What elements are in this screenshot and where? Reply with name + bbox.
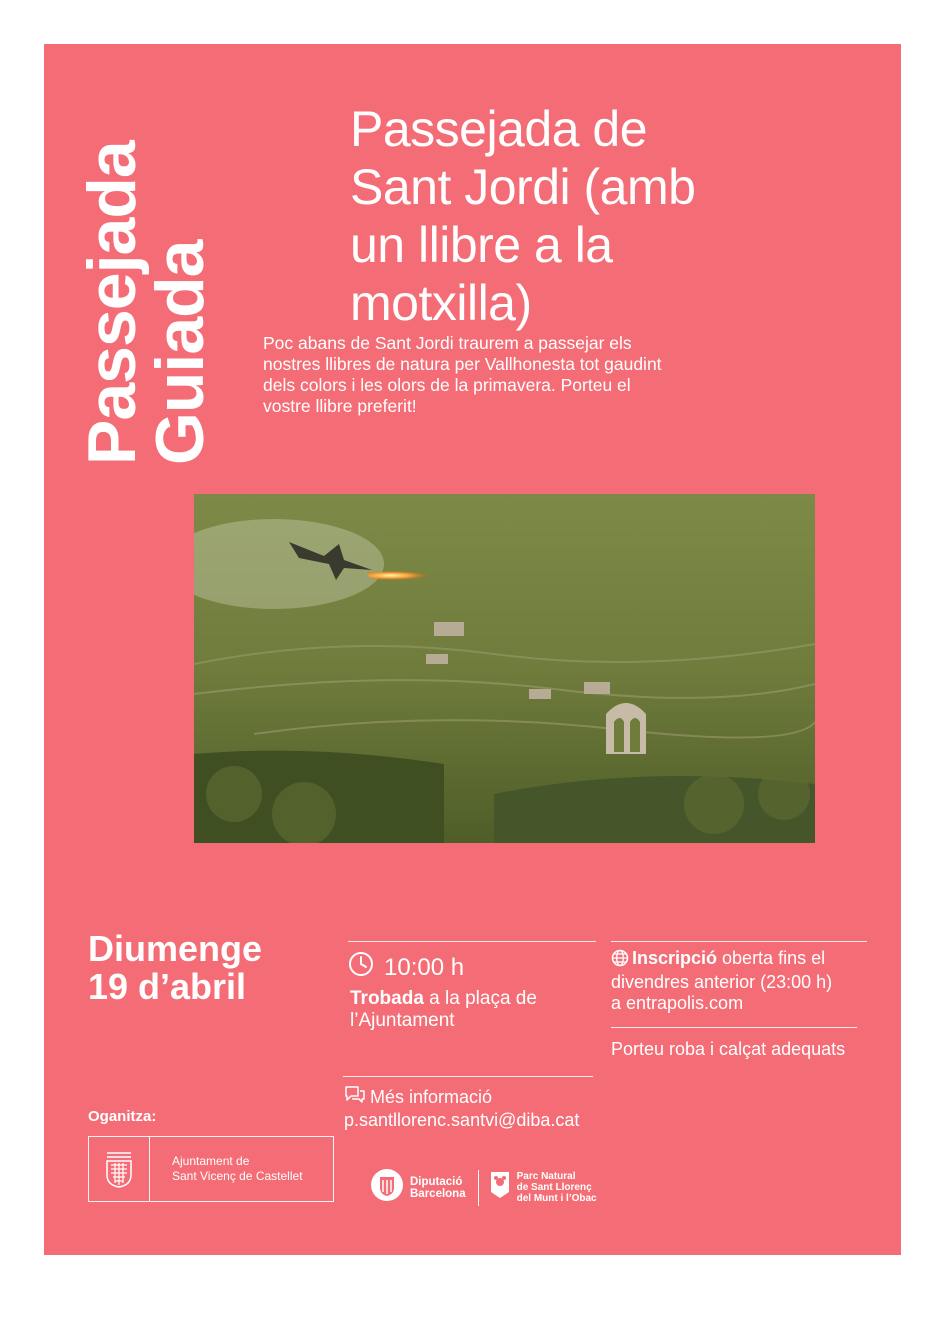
event-time: [348, 951, 464, 984]
title-line-2: Sant Jordi (amb: [350, 159, 696, 215]
event-description: [263, 333, 803, 417]
registration-deadline: divendres anterior (23:00 h): [611, 972, 833, 992]
organizer-name-line-1: Ajuntament de: [172, 1154, 250, 1168]
time-text: 10:00 h: [384, 953, 465, 981]
landscape-photo: [194, 494, 815, 843]
parc-line-1: Parc Natural: [516, 1171, 576, 1182]
more-info-label: Més informació: [370, 1087, 493, 1107]
divider: [348, 941, 596, 942]
meeting-label: Trobada: [350, 988, 424, 1009]
partner-logos: [370, 1168, 597, 1207]
organizer-label: Oganitza:: [88, 1108, 157, 1125]
registration-label: Inscripció: [632, 948, 718, 968]
event-title: [350, 100, 820, 332]
event-date: [88, 930, 262, 1006]
diputacio-line-2: Barcelona: [410, 1187, 466, 1200]
description-line-1: Poc abans de Sant Jordi traurem a passejar els: [263, 333, 632, 353]
logo-separator: [478, 1170, 479, 1206]
town-emblem-icon: [89, 1137, 150, 1201]
title-line-3: un llibre a la: [350, 217, 613, 273]
clock-icon: [348, 951, 374, 984]
divider: [611, 941, 867, 942]
vertical-heading-line-1: Passejada: [74, 141, 150, 465]
description-line-4: vostre llibre preferit!: [263, 396, 417, 416]
diputacio-line-1: Diputació: [410, 1175, 463, 1188]
meeting-place: l’Ajuntament: [350, 1010, 455, 1031]
divider: [343, 1076, 593, 1077]
description-line-3: dels colors i les olors de la primavera. Porteu el: [263, 375, 631, 395]
description-line-2: nostres llibres de natura per Vallhonesta tot gaudint: [263, 354, 662, 374]
parc-line-3: del Munt i l’Obac: [516, 1193, 597, 1204]
parc-line-2: de Sant Llorenç: [516, 1182, 592, 1193]
title-line-1: Passejada de: [350, 101, 648, 157]
contact-email[interactable]: p.santllorenc.santvi@diba.cat: [344, 1110, 580, 1130]
more-info: [344, 1085, 579, 1131]
meeting-text: a la plaça de: [423, 988, 537, 1009]
title-line-4: motxilla): [350, 275, 532, 331]
date-line-2: 19 d’abril: [88, 966, 247, 1007]
meeting-point: [350, 988, 537, 1032]
chat-bubble-icon: [344, 1085, 366, 1110]
globe-icon: [611, 949, 629, 972]
vertical-heading-line-2: Guiada: [142, 240, 218, 465]
divider: [611, 1027, 857, 1028]
vertical-heading: [74, 141, 218, 465]
diputacio-emblem-icon: [370, 1168, 404, 1207]
registration-text: oberta fins el: [717, 948, 826, 968]
parc-emblem-icon: [489, 1170, 511, 1205]
date-line-1: Diumenge: [88, 928, 263, 969]
registration-info: [611, 948, 832, 1014]
registration-site[interactable]: a entrapolis.com: [611, 993, 744, 1013]
clothing-note: Porteu roba i calçat adequats: [611, 1039, 846, 1059]
parc-natural-logo: [489, 1170, 597, 1205]
organizer-name-line-2: Sant Vicenç de Castellet: [172, 1169, 303, 1183]
diputacio-logo: [370, 1168, 466, 1207]
organizer-box: [88, 1136, 334, 1202]
